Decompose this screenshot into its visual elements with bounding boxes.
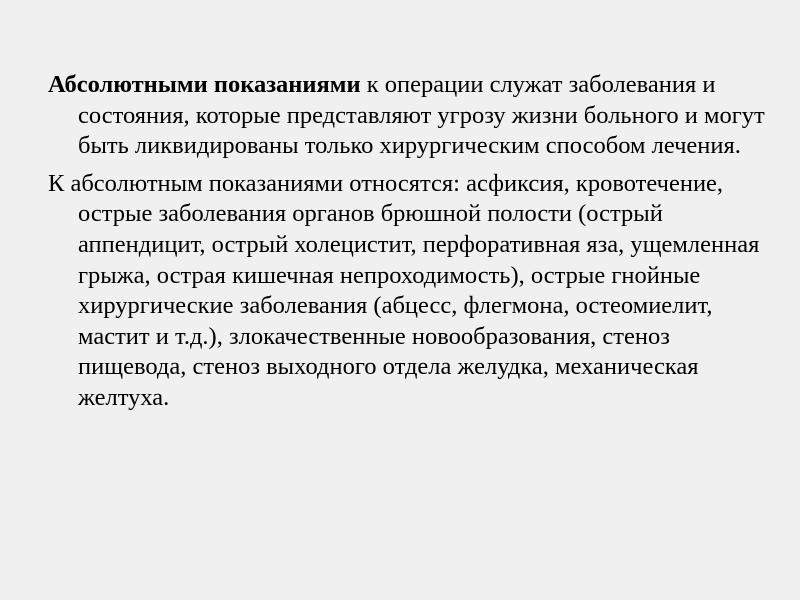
paragraph-absolute-indications-list (48, 169, 768, 414)
paragraph-text: к операции служат заболевания и состояния, которые представляют угрозу жизни больного и могут быть ликвидированы только хирургическим способом лечения. (78, 71, 765, 160)
paragraph-absolute-indications-definition (48, 70, 768, 162)
bold-term: Абсолютными показаниями (48, 71, 361, 98)
slide-body (48, 70, 768, 414)
paragraph-text: К абсолютным показаниями относятся: асфиксия, кровотечение, острые заболевания органов брюшной полости (острый аппендицит, острый холецистит, перфоративная яза, ущемленная грыжа, острая кишечная непроходимость), острые гнойные хирургические заболевания (абцесс, флегмона, остеомиелит, мастит и т.д.), злокачественные новообразования, стеноз пищевода, стеноз выходного отдела желудка, механическая желтуха. (48, 169, 760, 411)
